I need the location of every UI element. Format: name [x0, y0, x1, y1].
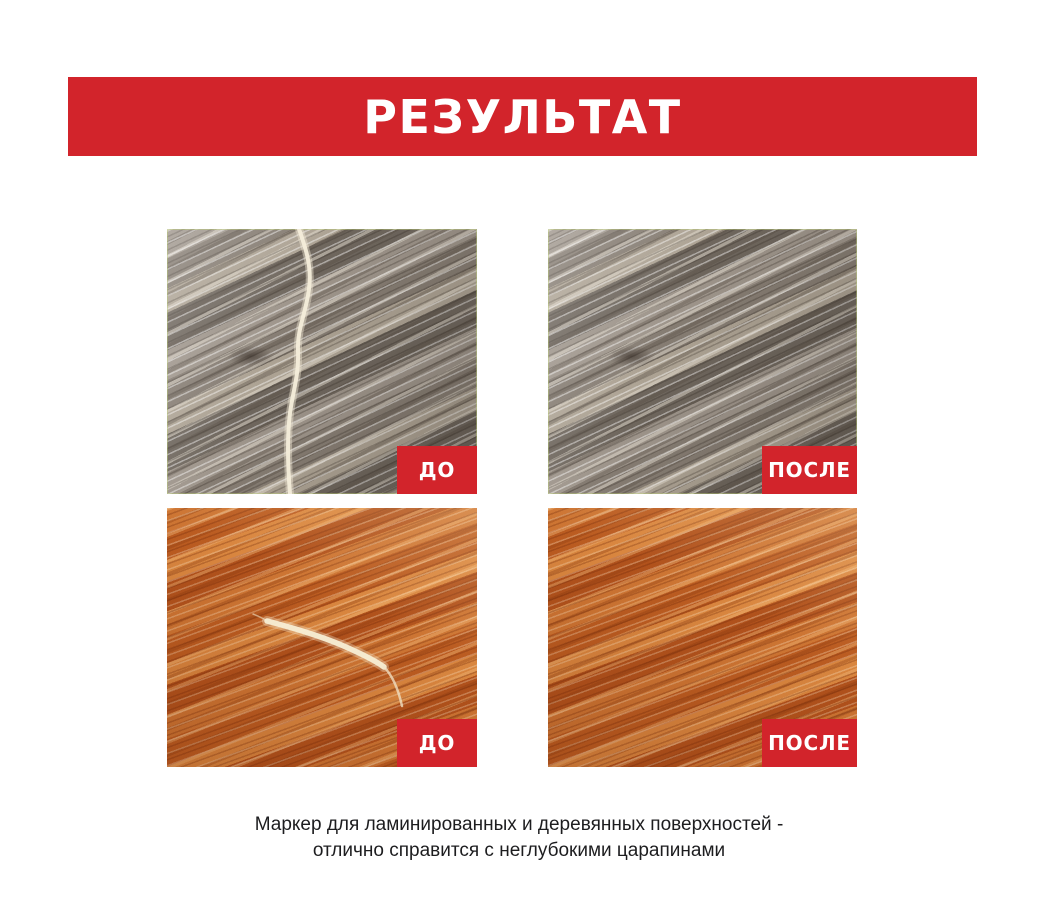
before-badge: ДО — [397, 446, 477, 494]
before-photo-orange-wood — [167, 508, 477, 767]
after-badge: ПОСЛЕ — [762, 719, 857, 767]
after-badge: ПОСЛЕ — [762, 446, 857, 494]
before-badge: ДО — [397, 719, 477, 767]
after-photo-orange-wood — [548, 508, 857, 767]
title-banner — [68, 77, 977, 156]
after-photo-gray-laminate — [548, 229, 857, 494]
caption-line-2: отлично справится с неглубокими царапинами — [312, 840, 726, 862]
page-title: РЕЗУЛЬТАТ — [363, 89, 682, 144]
before-photo-gray-laminate — [167, 229, 477, 494]
product-caption — [0, 812, 1038, 864]
caption-line-1: Маркер для ламинированных и деревянных поверхностей - — [254, 814, 784, 835]
